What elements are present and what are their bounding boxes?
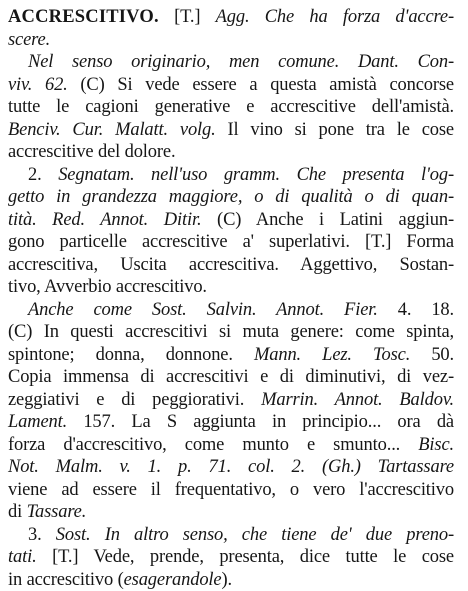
italic-text: Mann. Lez. Tosc.: [254, 345, 410, 365]
entry-line: [8, 344, 454, 367]
body-text: tutte le cagioni generative e accrescitive dell'amistà.: [8, 97, 454, 117]
entry-line: [8, 546, 454, 569]
body-text: accrescitive del dolore.: [8, 142, 175, 162]
entry-line: [8, 299, 454, 322]
body-text: tivo, Avverbio accrescitivo.: [8, 277, 207, 297]
entry-line: [8, 254, 454, 277]
italic-text: Nel senso originario, men comune. Dant. Con-: [28, 52, 454, 72]
body-text: 50.: [410, 345, 454, 365]
body-text: viene ad essere il frequentativo, o vero l'accrescitivo: [8, 480, 454, 500]
body-text: (C) Anche i Latini aggiun-: [201, 210, 454, 230]
entry-line: [8, 434, 454, 457]
italic-text: Sost. In altro senso, che tiene de' due preno-: [56, 525, 454, 545]
italic-text: viv. 62.: [8, 75, 68, 95]
body-text: in accrescitivo (: [8, 570, 124, 590]
body-text: zeggiativi e di peggiorativi.: [8, 390, 261, 410]
italic-text: Benciv. Cur. Malatt. volg.: [8, 120, 216, 140]
body-text: Copia immensa di accrescitivi e di diminutivi, di vez-: [8, 367, 454, 387]
body-text: 4. 18.: [378, 300, 454, 320]
entry-line: [8, 74, 454, 97]
entry-line: [8, 479, 454, 502]
entry-line: [8, 411, 454, 434]
entry-line: [8, 389, 454, 412]
italic-text: esagerandole: [124, 570, 222, 590]
entry-line: [8, 51, 454, 74]
italic-text: getto in grandezza maggiore, o di qualità o di quan-: [8, 187, 454, 207]
body-text: 157. La S aggiunta in principio... ora dà: [67, 412, 454, 432]
entry-line: [8, 456, 454, 479]
body-text: di: [8, 502, 27, 522]
headword: ACCRESCITIVO.: [8, 7, 159, 27]
entry-line: [8, 501, 454, 524]
entry-line: [8, 321, 454, 344]
italic-text: Anche come Sost. Salvin. Annot. Fier.: [28, 300, 378, 320]
entry-line: [8, 29, 454, 52]
italic-text: Segnatam. nell'uso gramm. Che presenta l'og-: [58, 165, 454, 185]
italic-text: Bisc.: [418, 435, 454, 455]
entry-line: [8, 276, 454, 299]
body-text: spintone; donna, donnone.: [8, 345, 254, 365]
entry-line: [8, 164, 454, 187]
body-text: accrescitiva, Uscita accrescitiva. Aggettivo, Sostan-: [8, 255, 454, 275]
entry-line: [8, 569, 454, 591]
entry-line: [8, 366, 454, 389]
entry-line: [8, 186, 454, 209]
body-text: (C) Si vede essere a questa amistà concorse: [68, 75, 454, 95]
body-text: Il vino si pone tra le cose: [216, 120, 454, 140]
italic-text: Tassare.: [27, 502, 87, 522]
italic-text: Not. Malm. v. 1. p. 71. col. 2. (Gh.) Tartassare: [8, 457, 454, 477]
body-text: 2.: [28, 165, 58, 185]
entry-line: [8, 141, 454, 164]
body-text: forza d'accrescitivo, come munto e smunto...: [8, 435, 418, 455]
body-text: (C) In questi accrescitivi si muta genere: come spinta,: [8, 322, 454, 342]
entry-line: [8, 231, 454, 254]
body-text: [T.] Vede, prende, presenta, dice tutte le cose: [37, 547, 454, 567]
body-text: ).: [221, 570, 232, 590]
entry-line: [8, 6, 454, 29]
entry-line: [8, 119, 454, 142]
italic-text: scere.: [8, 30, 50, 50]
body-text: gono particelle accrescitive a' superlativi. [T.] Forma: [8, 232, 454, 252]
italic-text: tati.: [8, 547, 37, 567]
entry-line: [8, 209, 454, 232]
body-text: [T.]: [159, 7, 216, 27]
italic-text: Lament.: [8, 412, 67, 432]
italic-text: tità. Red. Annot. Ditir.: [8, 210, 201, 230]
entry-line: [8, 96, 454, 119]
body-text: 3.: [28, 525, 56, 545]
italic-text: Agg. Che ha forza d'accre-: [216, 7, 454, 27]
entry-line: [8, 524, 454, 547]
italic-text: Marrin. Annot. Baldov.: [261, 390, 454, 410]
